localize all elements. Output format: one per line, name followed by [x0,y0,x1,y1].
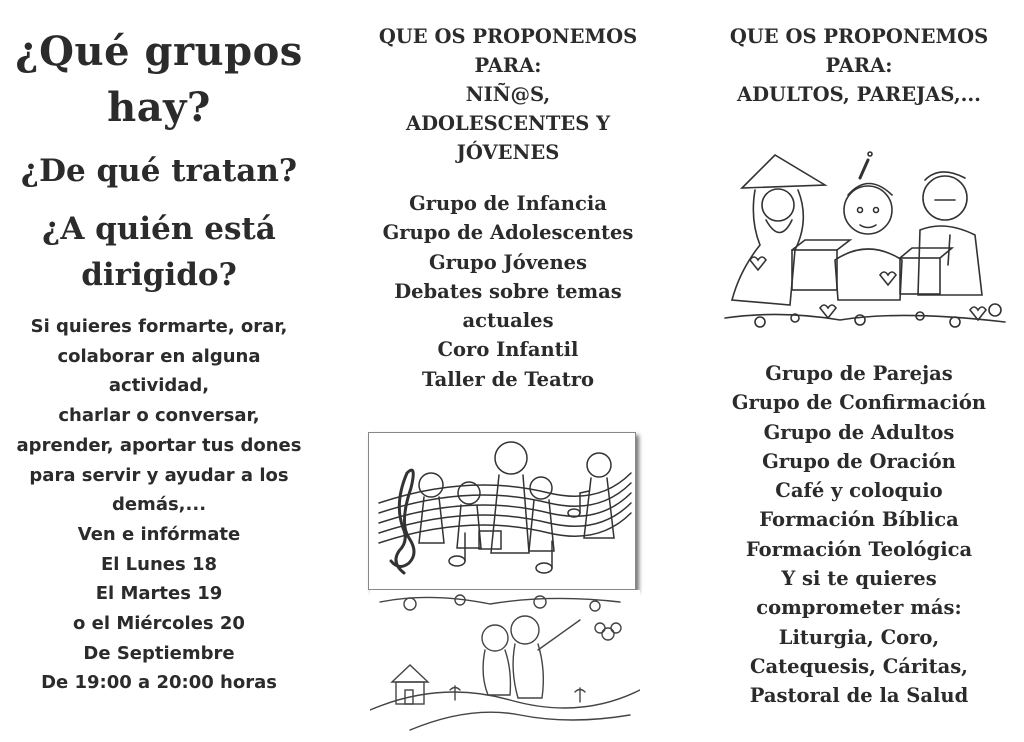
youth-heading: QUE OS PROPONEMOS PARA: NIÑ@S, ADOLESCENTES Y JÓVENES [378,25,638,164]
youth-groups-list: Grupo de Infancia Grupo de Adolescentes Grupo Jóvenes Debates sobre temas actuales Coro Infantil Taller de Teatro [382,192,634,391]
subtitle-what: ¿De qué tratan? [20,153,298,189]
children-outdoor-illustration [370,590,640,738]
adults-column [700,0,1018,711]
subtitle-who: ¿A quién está dirigido? [42,211,276,293]
main-title: ¿Qué grupos hay? [15,28,303,131]
adults-heading: QUE OS PROPONEMOS PARA: ADULTOS, PAREJAS,... [729,25,989,106]
invitation-text: Si quieres formarte, orar, colaborar en alguna actividad, charlar o conversar, aprender, aportar tus dones para servir y ayudar a los demás,... Ven e infórmate El Lunes 18 El Martes 19 o el Miércoles 20 De Septiembre De 19:00 a 20:00 horas [16,316,302,694]
youth-column [352,0,664,394]
adults-group-illustration [720,150,1012,332]
children-music-illustration [368,432,636,590]
adults-groups-list: Grupo de Parejas Grupo de Confirmación Grupo de Adultos Grupo de Oración Café y coloquio Formación Bíblica Formación Teológica Y si te quieres comprometer más: Liturgia, Coro, Catequesis, Cáritas, Pastoral de la Salud [731,362,987,708]
intro-column [0,0,318,698]
